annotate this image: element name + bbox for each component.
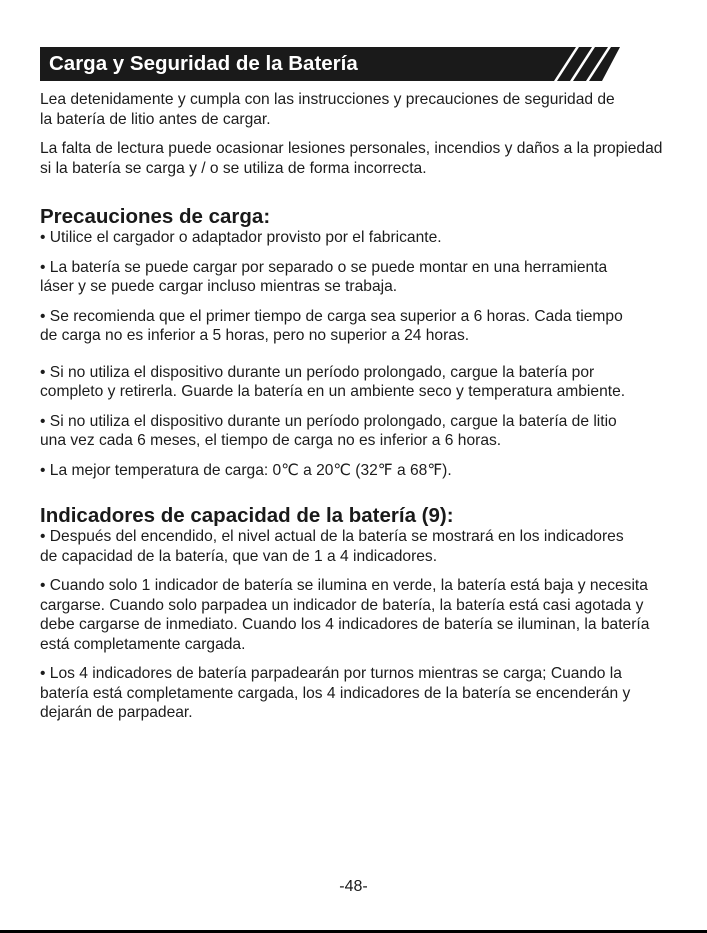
precaution-item: • La mejor temperatura de carga: 0℃ a 20℃ (32℉ a 68℉). [40,461,452,479]
precaution-item: • Utilice el cargador o adaptador provisto por el fabricante. [40,229,442,246]
charging-precautions-heading: Precauciones de carga: [40,205,271,228]
intro-paragraph: La falta de lectura puede ocasionar lesiones personales, incendios y daños a la propiedad si la batería se carga y / o se utiliza de forma incorrecta. [40,140,663,177]
indicator-item: • Cuando solo 1 indicador de batería se ilumina en verde, la batería está baja y necesita cargarse. Cuando solo parpadea un indicador de batería, la batería está casi agotada y debe cargarse de inmediato. Cuando los 4 indicadores de batería se iluminan, la batería está completamente cargada. [40,577,650,653]
section-banner [40,47,620,81]
section-title: Carga y Seguridad de la Batería [49,52,358,75]
page-content [40,90,670,723]
capacity-indicators-heading: Indicadores de capacidad de la batería (9): [40,504,454,527]
precaution-item: • Si no utiliza el dispositivo durante un período prolongado, cargue la batería por completo y retirerla. Guarde la batería en un ambiente seco y temperatura ambiente. [40,363,626,400]
precaution-item: • Se recomienda que el primer tiempo de carga sea superior a 6 horas. Cada tiempo de carga no es inferior a 5 horas, pero no superior a 24 horas. [40,307,623,344]
intro-paragraph: Lea detenidamente y cumpla con las instrucciones y precauciones de seguridad de la batería de litio antes de cargar. [40,91,615,128]
page-number: -48- [339,878,368,895]
precaution-item: • La batería se puede cargar por separado o se puede montar en una herramienta láser y se puede cargar incluso mientras se trabaja. [40,258,608,295]
indicator-item: • Los 4 indicadores de batería parpadearán por turnos mientras se carga; Cuando la batería está completamente cargada, los 4 indicadores de la batería se encenderán y dejarán de parpadear. [40,665,631,721]
precaution-item: • Si no utiliza el dispositivo durante un período prolongado, cargue la batería de litio una vez cada 6 meses, el tiempo de carga no es inferior a 6 horas. [40,412,617,449]
indicator-item: • Después del encendido, el nivel actual de la batería se mostrará en los indicadores de capacidad de la batería, que van de 1 a 4 indicadores. [40,528,624,565]
